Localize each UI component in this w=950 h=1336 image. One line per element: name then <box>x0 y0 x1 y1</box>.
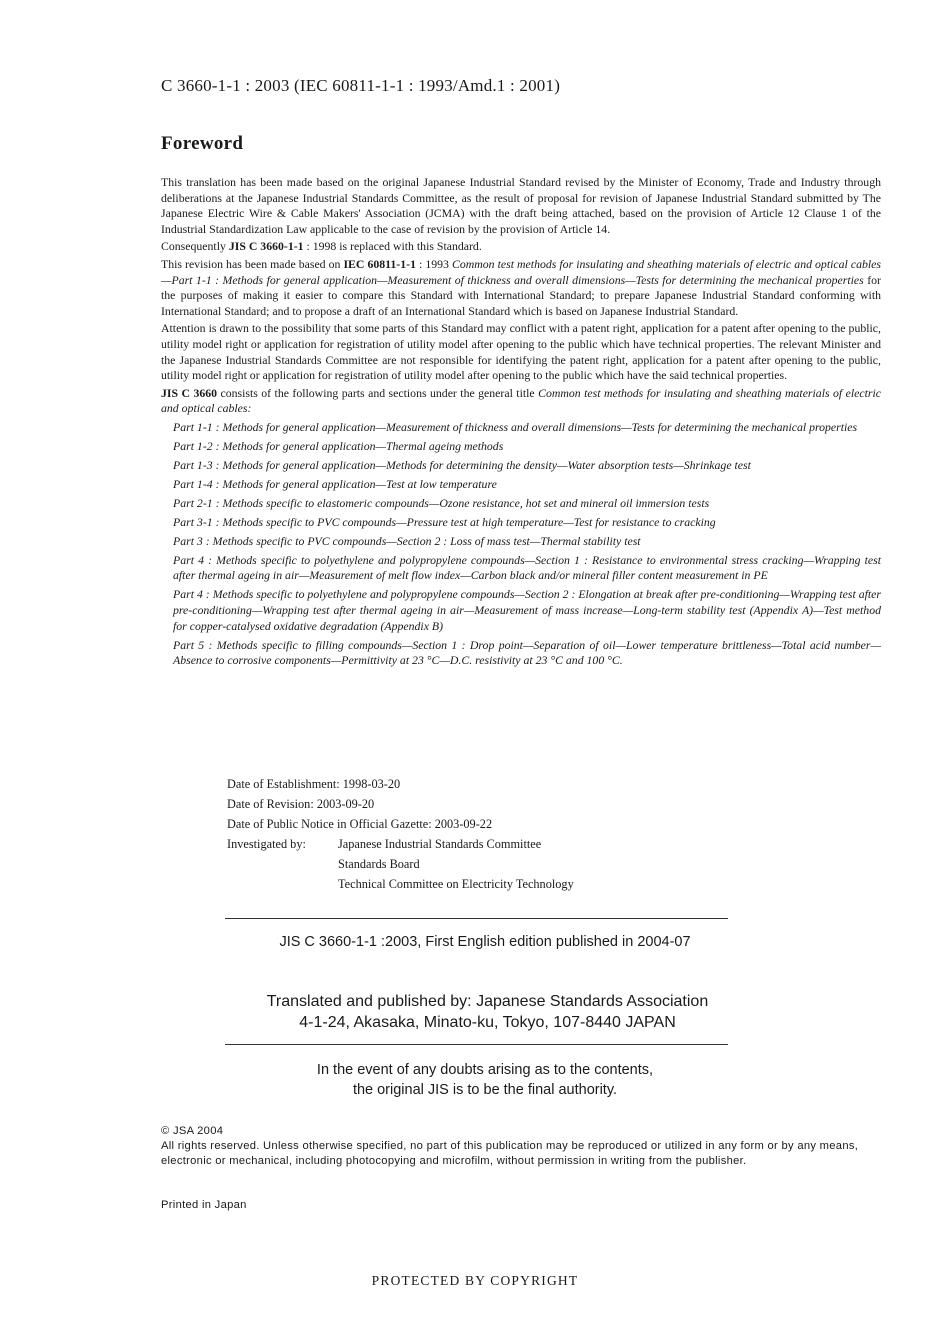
list-item: Part 5 : Methods specific to filling compounds—Section 1 : Drop point—Separation of oil—Lower temperature brittleness—Total acid number—Absence to corrosive components—Permittivity at 23 °C—D.C. resistivity at 23 °C and 100 °C. <box>173 637 881 668</box>
list-item: Part 4 : Methods specific to polyethylene and polypropylene compounds—Section 1 : Resistance to environmental stress cracking—Wrapping test after thermal ageing in air—Measurement of melt flow index—Carbon black and/or mineral filler content measurement in PE <box>173 552 881 583</box>
foreword-body <box>161 175 881 672</box>
foreword-heading: Foreword <box>161 133 244 154</box>
parts-list <box>161 420 881 669</box>
investigated-label: Investigated by: <box>227 837 306 851</box>
paragraph-revision-basis: This revision has been made based on IEC 60811-1-1 : 1993 Common test methods for insulating and sheathing materials of electric and optical cables—Part 1-1 : Methods for general application—Measurement of thickness and overall dimensions—Tests for determining the mechanical properties for the purposes of making it easier to compare this Standard with International Standard; to prepare Japanese Industrial Standard conforming with International Standard; and to propose a draft of an International Standard which is based on Japanese Industrial Standard. <box>161 256 881 318</box>
printed-in: Printed in Japan <box>161 1199 247 1211</box>
list-item: Part 1-3 : Methods for general application—Methods for determining the density—Water absorption tests—Shrinkage test <box>173 457 751 472</box>
list-item: Part 1-4 : Methods for general application—Test at low temperature <box>173 476 497 491</box>
investigated-committee: Japanese Industrial Standards Committee <box>338 837 542 851</box>
publisher-address: 4-1-24, Akasaka, Minato-ku, Tokyo, 107-8440 JAPAN <box>299 1014 676 1031</box>
copyright-notice: © JSA 2004 <box>161 1125 224 1137</box>
authority-notice: In the event of any doubts arising as to the contents, the original JIS is to be the final authority. <box>316 1062 654 1098</box>
protected-by-copyright: PROTECTED BY COPYRIGHT <box>371 1273 579 1288</box>
paragraph-replacement: Consequently JIS C 3660-1-1 : 1998 is replaced with this Standard. <box>161 239 482 254</box>
divider-top <box>225 918 728 919</box>
list-item: Part 4 : Methods specific to polyethylene and polypropylene compounds—Section 2 : Elongation at break after pre-conditioning—Wrapping test after pre-conditioning—Wrapping test after thermal ageing in air—Measurement of mass increase—Long-term stability test (Appendix A)—Test method for copper-catalysed oxidative degradation (Appendix B) <box>173 587 881 633</box>
date-gazette: Date of Public Notice in Official Gazette: 2003-09-22 <box>227 817 493 831</box>
document-id: C 3660-1-1 : 2003 (IEC 60811-1-1 : 1993/Amd.1 : 2001) <box>161 76 561 95</box>
paragraph-parts-intro: JIS C 3660 consists of the following parts and sections under the general title Common test methods for insulating and sheathing materials of electric and optical cables: <box>161 385 881 416</box>
paragraph-translation-basis: This translation has been made based on the original Japanese Industrial Standard revised by the Minister of Economy, Trade and Industry through deliberations at the Japanese Industrial Standards Committee, as the result of proposal for revision of Japanese Industrial Standard submitted by The Japanese Electric Wire & Cable Makers' Association (JCMA) with the draft being attached, based on the provision of Article 12 Clause 1 of the Industrial Standardization Law applicable to the case of revision by the provision of Article 14. <box>161 175 881 236</box>
investigated-technical-committee: Technical Committee on Electricity Technology <box>338 877 574 891</box>
list-item: Part 1-2 : Methods for general application—Thermal ageing methods <box>173 438 504 453</box>
list-item: Part 1-1 : Methods for general application—Measurement of thickness and overall dimensions—Tests for determining the mechanical properties <box>173 419 858 434</box>
list-item: Part 3 : Methods specific to PVC compounds—Section 2 : Loss of mass test—Thermal stability test <box>173 533 641 548</box>
edition-line: JIS C 3660-1-1 :2003, First English edition published in 2004-07 <box>279 934 691 950</box>
copyright-block <box>161 1124 861 1169</box>
dates-block <box>227 774 574 894</box>
publisher-block <box>160 991 815 1033</box>
list-item: Part 2-1 : Methods specific to elastomeric compounds—Ozone resistance, hot set and mineral oil immersion tests <box>173 495 710 510</box>
date-revision: Date of Revision: 2003-09-20 <box>227 797 375 811</box>
paragraph-patent-notice: Attention is drawn to the possibility that some parts of this Standard may conflict with a patent right, application for a patent after opening to the public, utility model right or application for registration of utility model after opening to the public which have technical properties. The relevant Minister and the Japanese Industrial Standards Committee are not responsible for identifying the patent right, application for a patent after opening to the public, utility model right or application for registration of utility model after opening to the public which have the said technical properties. <box>161 321 881 383</box>
list-item: Part 3-1 : Methods specific to PVC compounds—Pressure test at high temperature—Test for resistance to cracking <box>173 514 716 529</box>
publisher-line: Translated and published by: Japanese Standards Association <box>266 993 709 1010</box>
date-establishment: Date of Establishment: 1998-03-20 <box>227 777 401 791</box>
rights-notice: All rights reserved. Unless otherwise specified, no part of this publication may be reproduced or utilized in any form or by any means, electronic or mechanical, including photocopying and microfilm, without permission in writing from the publisher. <box>161 1140 859 1167</box>
investigated-row <box>227 834 574 854</box>
divider-bottom <box>225 1044 728 1045</box>
investigated-board: Standards Board <box>338 857 420 871</box>
